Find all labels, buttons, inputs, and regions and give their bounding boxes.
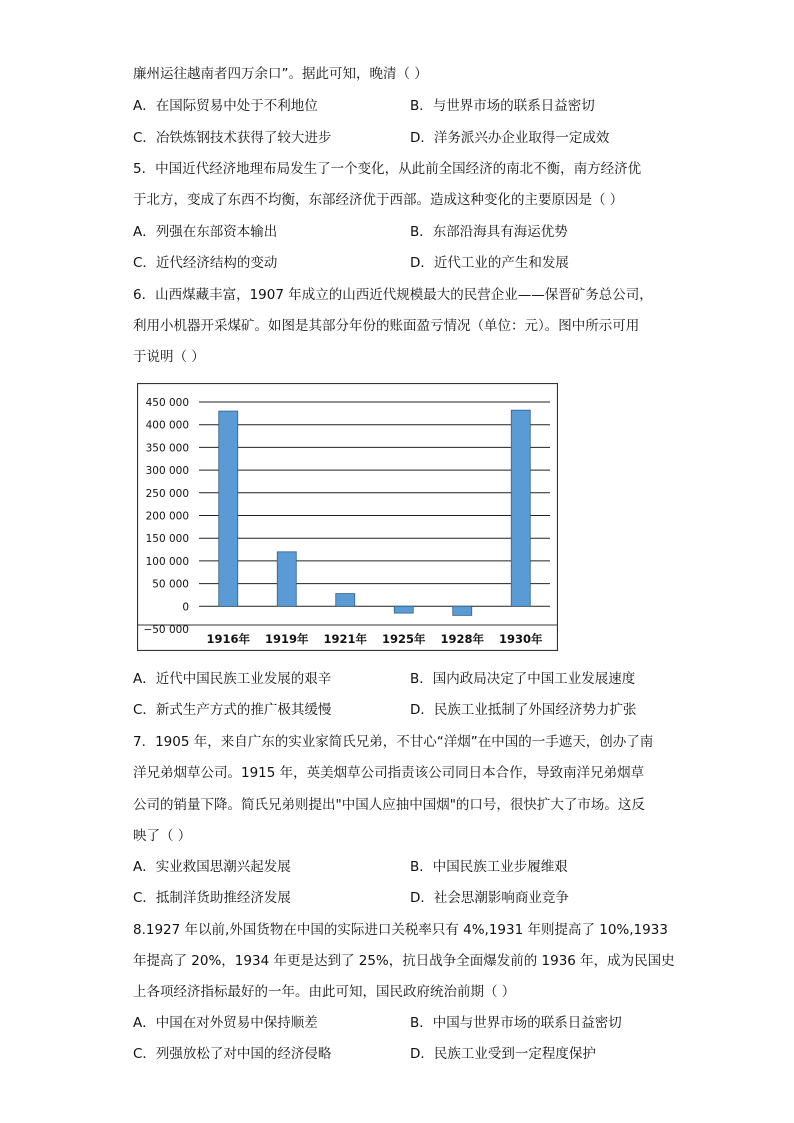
q5-stem-line-2: 于北方，变成了东西不均衡，东部经济优于西部。造成这种变化的主要原因是（ ） <box>133 192 624 208</box>
q5-option-d[interactable]: D．近代工业的产生和发展 <box>410 255 569 271</box>
q6-option-a[interactable]: A．近代中国民族工业发展的艰辛 <box>133 671 332 687</box>
q7-option-b[interactable]: B．中国民族工业步履维艰 <box>410 859 568 875</box>
q8-option-a[interactable]: A．中国在对外贸易中保持顺差 <box>133 1015 318 1031</box>
q7-option-d[interactable]: D．社会思潮影响商业竞争 <box>410 890 569 906</box>
y-tick-label: 50 000 <box>152 578 189 591</box>
q4-option-d[interactable]: D．洋务派兴办企业取得一定成效 <box>410 130 610 146</box>
q7-option-a[interactable]: A．实业救国思潮兴起发展 <box>133 859 291 875</box>
q8-option-d[interactable]: D．民族工业受到一定程度保护 <box>410 1046 596 1062</box>
q7-stem-line-4: 映了（ ） <box>133 828 192 844</box>
y-tick-label: 200 000 <box>145 510 189 523</box>
q5-stem-line-1: 5．中国近代经济地理布局发生了一个变化，从此前全国经济的南北不衡，南方经济优 <box>133 161 642 177</box>
bar-1925年 <box>394 606 413 613</box>
q7-option-c[interactable]: C．抵制洋货助推经济发展 <box>133 890 291 906</box>
y-tick-label: −50 000 <box>143 624 189 636</box>
y-tick-label: 150 000 <box>145 533 189 546</box>
y-tick-label: 400 000 <box>145 419 189 432</box>
y-tick-label: 100 000 <box>145 555 189 568</box>
q8-stem-line-1: 8.1927 年以前,外国货物在中国的实际进口关税率只有 4%,1931 年则提高了 10%,1933 <box>133 922 668 938</box>
q7-stem-line-3: 公司的销量下降。简氏兄弟则提出"中国人应抽中国烟"的口号，很快扩大了市场。这反 <box>133 797 645 813</box>
bar-1928年 <box>453 606 472 615</box>
x-tick-label: 1916年 <box>206 632 251 646</box>
x-tick-label: 1930年 <box>498 632 543 646</box>
profit-loss-bar-chart <box>137 383 558 651</box>
q6-stem-line-3: 于说明（ ） <box>133 349 205 365</box>
q8-option-c[interactable]: C．列强放松了对中国的经济侵略 <box>133 1046 332 1062</box>
q8-option-b[interactable]: B．中国与世界市场的联系日益密切 <box>410 1015 622 1031</box>
q4-option-b[interactable]: B．与世界市场的联系日益密切 <box>410 98 595 114</box>
q5-option-a[interactable]: A．列强在东部资本输出 <box>133 224 278 240</box>
y-tick-label: 300 000 <box>145 465 189 478</box>
q7-stem-line-2: 洋兄弟烟草公司。1915 年，英美烟草公司指责该公司同日本合作，导致南洋兄弟烟草 <box>133 765 645 781</box>
chart-frame <box>138 384 558 651</box>
q6-option-c[interactable]: C．新式生产方式的推广极其缓慢 <box>133 702 332 718</box>
x-tick-label: 1928年 <box>440 632 485 646</box>
y-tick-label: 450 000 <box>145 397 189 409</box>
bar-1921年 <box>336 594 355 607</box>
q6-stem-line-1: 6．山西煤藏丰富，1907 年成立的山西近代规模最大的民营企业——保晋矿务总公司， <box>133 287 653 303</box>
q4-stem-tail: 廉州运往越南者四万余口”。据此可知，晚清（ ） <box>133 66 428 82</box>
bar-1916年 <box>219 411 238 606</box>
q8-stem-line-2: 年提高了 20%，1934 年更是达到了 25%，抗日战争全面爆发前的 1936 年，成为民国史 <box>133 953 675 969</box>
y-tick-label: 0 <box>182 601 189 614</box>
q6-stem-line-2: 利用小机器开采煤矿。如图是其部分年份的账面盈亏情况（单位：元）。图中所示可用 <box>133 318 640 334</box>
q7-stem-line-1: 7．1905 年，来自广东的实业家简氏兄弟，不甘心“洋烟”在中国的一手遮天，创办了南 <box>133 734 654 750</box>
q4-option-c[interactable]: C．冶铁炼钢技术获得了较大进步 <box>133 130 332 146</box>
q5-option-b[interactable]: B．东部沿海具有海运优势 <box>410 224 568 240</box>
x-tick-label: 1925年 <box>381 632 426 646</box>
q8-stem-line-3: 上各项经济指标最好的一年。由此可知，国民政府统治前期（ ） <box>133 984 516 1000</box>
q4-option-a[interactable]: A．在国际贸易中处于不利地位 <box>133 98 318 114</box>
x-tick-label: 1921年 <box>323 632 368 646</box>
y-tick-label: 350 000 <box>145 442 189 455</box>
q6-option-b[interactable]: B．国内政局决定了中国工业发展速度 <box>410 671 636 687</box>
x-tick-label: 1919年 <box>264 632 309 646</box>
bar-1919年 <box>277 552 296 606</box>
q5-option-c[interactable]: C．近代经济结构的变动 <box>133 255 278 271</box>
bar-1930年 <box>511 410 530 606</box>
q6-option-d[interactable]: D．民族工业抵制了外国经济势力扩张 <box>410 702 637 718</box>
y-tick-label: 250 000 <box>145 487 189 500</box>
